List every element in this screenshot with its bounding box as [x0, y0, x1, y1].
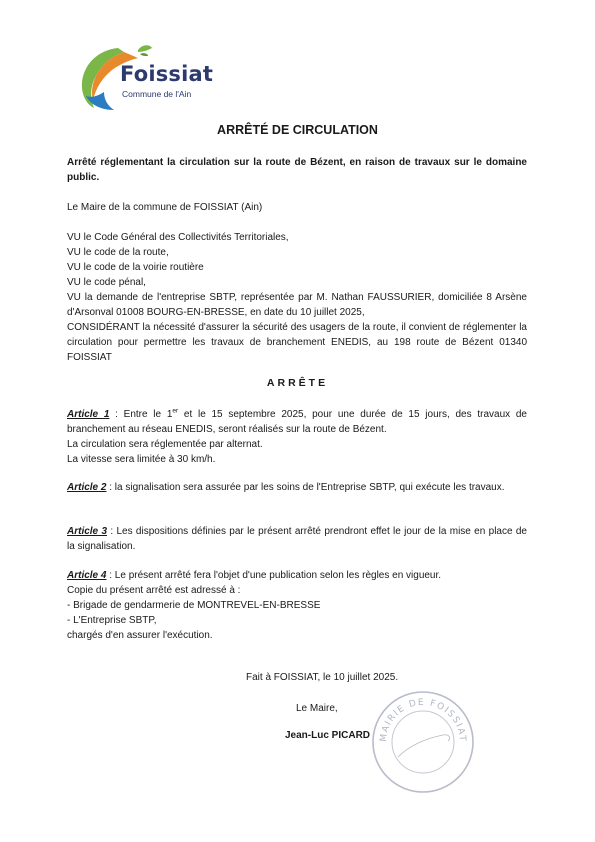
article-4: [67, 568, 527, 643]
article-3: [67, 524, 527, 554]
article-4-label: Article 4: [67, 570, 107, 581]
article-2-text: [67, 480, 527, 495]
official-stamp: [368, 687, 478, 797]
article-3-label: Article 3: [67, 526, 108, 537]
consideration-item: VU le code de la route,: [67, 247, 169, 258]
decree-subject: Arrêté réglementant la circulation sur la route de Bézent, en raison de travaux sur le domaine public.: [67, 157, 527, 183]
consideration-item: VU la demande de l'entreprise SBTP, représentée par M. Nathan FAUSSURIER, domiciliée 8 Arsène d'Arsonval 01008 BOURG-EN-BRESSE, en date du 10 juillet 2025,: [67, 292, 527, 318]
article-1-body-cont: et le 15 septembre 2025, pour une durée de 15 jours, des travaux de branchement au réseau ENEDIS, seront réalisés sur la route de Bézent.: [67, 409, 527, 435]
article-4-body: : Le présent arrêté fera l'objet d'une publication selon les règles en vigueur.: [106, 570, 442, 581]
article-2: [67, 480, 527, 495]
article-3-body: : Les dispositions définies par le présent arrêté prendront effet le jour de la mise en place de la signalisation.: [67, 526, 527, 552]
place-date: Fait à FOISSIAT, le 10 juillet 2025.: [246, 672, 399, 683]
signatory-name: Jean-Luc PICARD: [285, 730, 371, 741]
decree-heading: ARRÊTE: [266, 377, 329, 389]
article-2-label: Article 2: [67, 482, 107, 493]
article-4-line: chargés d'en assurer l'exécution.: [67, 630, 213, 641]
logo-name: Foissiat: [120, 62, 214, 86]
foissiat-logo: [78, 42, 218, 112]
article-4-line: - Brigade de gendarmerie de MONTREVEL-EN-BRESSE: [67, 600, 321, 611]
signatory-role: Le Maire,: [296, 703, 338, 714]
consideration-item: VU le code de la voirie routière: [67, 262, 204, 273]
article-1: [67, 407, 527, 467]
stamp-text: MAIRIE DE FOISSIAT: [378, 697, 468, 743]
considerations: [67, 230, 527, 365]
article-4-text: [67, 568, 527, 583]
article-1-body: : Entre le 1: [109, 409, 173, 420]
consideration-item: VU le Code Général des Collectivités Territoriales,: [67, 232, 289, 243]
intro: [67, 200, 527, 215]
article-1-text: [67, 407, 527, 437]
consideration-item: VU le code pénal,: [67, 277, 146, 288]
article-4-line: Copie du présent arrêté est adressé à :: [67, 585, 241, 596]
article-2-body: : la signalisation sera assurée par les soins de l'Entreprise SBTP, qui exécute les travaux.: [106, 482, 505, 493]
intro-text: Le Maire de la commune de FOISSIAT (Ain): [67, 202, 263, 213]
article-1-label: Article 1: [67, 409, 110, 420]
article-4-line: - L'Entreprise SBTP,: [67, 615, 157, 626]
logo-tagline: Commune de l'Ain: [122, 89, 192, 99]
article-1-line: La vitesse sera limitée à 30 km/h.: [67, 454, 216, 465]
article-3-text: [67, 524, 527, 554]
article-1-sup: er: [172, 407, 179, 415]
page-title: ARRÊTÉ DE CIRCULATION: [217, 123, 378, 137]
consideration-item: CONSIDÉRANT la nécessité d'assurer la sécurité des usagers de la route, il convient de réglementer la circulation pour permettre les travaux de branchement ENEDIS, au 198 route de Bézent 01340 FOISSIAT: [67, 322, 527, 363]
article-1-line: La circulation sera réglementée par alternat.: [67, 439, 263, 450]
